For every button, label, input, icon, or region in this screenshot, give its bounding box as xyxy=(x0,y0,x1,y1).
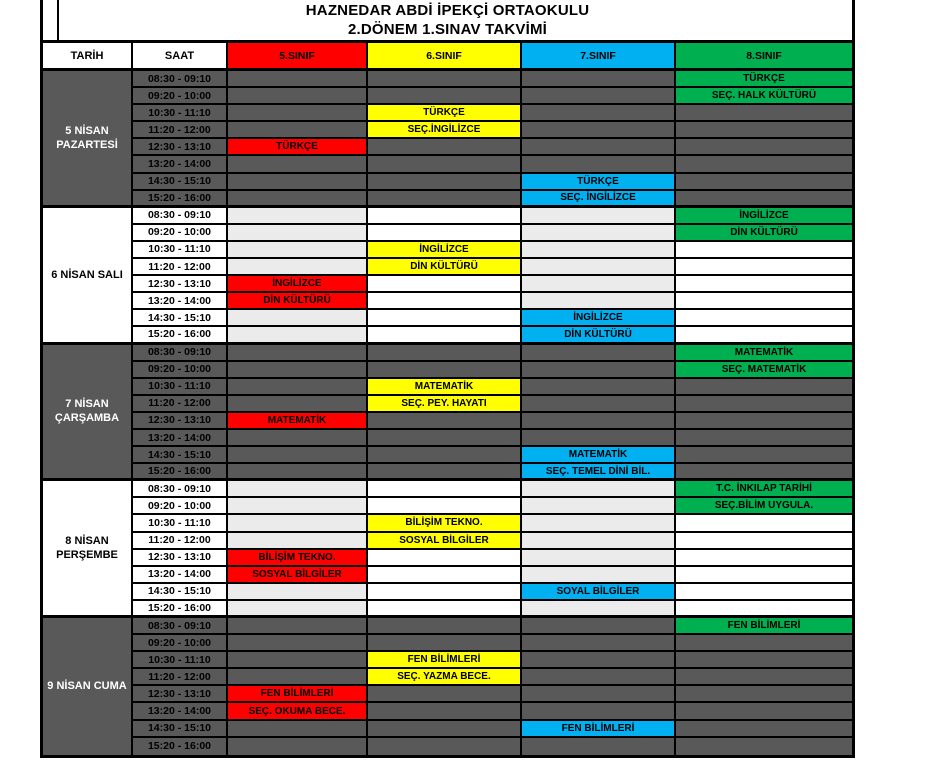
exam-cell: MATEMATİK xyxy=(676,345,852,362)
day-label-line: PAZARTESİ xyxy=(56,138,118,151)
time-slot: 14:30 - 15:10 xyxy=(133,721,228,738)
empty-cell xyxy=(228,174,368,191)
empty-cell xyxy=(368,327,522,344)
day-label-line: ÇARŞAMBA xyxy=(54,412,120,425)
exam-schedule-sheet xyxy=(40,0,855,758)
exam-cell: İNGİLİZCE xyxy=(228,276,368,293)
empty-cell xyxy=(676,242,852,259)
exam-cell: İNGİLİZCE xyxy=(676,208,852,225)
empty-cell xyxy=(368,464,522,481)
empty-cell xyxy=(228,156,368,173)
exam-cell: FEN BİLİMLERİ xyxy=(522,721,676,738)
empty-cell xyxy=(368,550,522,567)
schedule-grid xyxy=(40,40,855,758)
time-slot: 13:20 - 14:00 xyxy=(133,567,228,584)
time-slot: 08:30 - 09:10 xyxy=(133,481,228,498)
day-label xyxy=(43,208,133,345)
empty-cell xyxy=(522,686,676,703)
empty-cell xyxy=(522,652,676,669)
empty-cell xyxy=(522,276,676,293)
time-slot: 09:20 - 10:00 xyxy=(133,635,228,652)
day-label-line: 5 NİSAN xyxy=(65,124,109,137)
exam-cell: SEÇ. HALK KÜLTÜRÜ xyxy=(676,88,852,105)
empty-cell xyxy=(368,498,522,515)
exam-cell: T.C. İNKILAP TARİHİ xyxy=(676,481,852,498)
empty-cell xyxy=(522,105,676,122)
empty-cell xyxy=(522,550,676,567)
time-slot: 14:30 - 15:10 xyxy=(133,447,228,464)
day-label-line: 7 NİSAN xyxy=(65,398,109,411)
exam-cell: SOSYAL BİLGİLER xyxy=(228,567,368,584)
time-slot: 13:20 - 14:00 xyxy=(133,156,228,173)
empty-cell xyxy=(228,88,368,105)
day-label xyxy=(43,71,133,208)
exam-cell: BİLİŞİM TEKNO. xyxy=(368,515,522,532)
empty-cell xyxy=(676,327,852,344)
empty-cell xyxy=(368,310,522,327)
header-class-6sinif: 6.SINIF xyxy=(368,43,522,71)
empty-cell xyxy=(676,584,852,601)
time-slot: 15:20 - 16:00 xyxy=(133,464,228,481)
empty-cell xyxy=(676,447,852,464)
empty-cell xyxy=(368,703,522,720)
empty-cell xyxy=(228,191,368,208)
empty-cell xyxy=(228,310,368,327)
time-slot: 11:20 - 12:00 xyxy=(133,669,228,686)
empty-cell xyxy=(676,567,852,584)
empty-cell xyxy=(676,174,852,191)
exam-cell: FEN BİLİMLERİ xyxy=(228,686,368,703)
empty-cell xyxy=(368,88,522,105)
empty-cell xyxy=(228,584,368,601)
empty-cell xyxy=(228,242,368,259)
empty-cell xyxy=(228,601,368,618)
empty-cell xyxy=(522,430,676,447)
empty-cell xyxy=(228,635,368,652)
empty-cell xyxy=(228,738,368,755)
day-label-line: 8 NİSAN xyxy=(65,535,109,548)
empty-cell xyxy=(676,635,852,652)
day-label xyxy=(43,618,133,755)
empty-cell xyxy=(676,293,852,310)
empty-cell xyxy=(676,105,852,122)
day-label-line: 9 NİSAN CUMA xyxy=(47,680,127,693)
empty-cell xyxy=(522,122,676,139)
empty-cell xyxy=(676,721,852,738)
time-slot: 10:30 - 11:10 xyxy=(133,105,228,122)
empty-cell xyxy=(368,447,522,464)
empty-cell xyxy=(676,430,852,447)
empty-cell xyxy=(368,601,522,618)
exam-cell: SEÇ. YAZMA BECE. xyxy=(368,669,522,686)
day-label xyxy=(43,345,133,482)
exam-cell: FEN BİLİMLERİ xyxy=(368,652,522,669)
empty-cell xyxy=(676,669,852,686)
exam-cell: BİLİŞİM TEKNO. xyxy=(228,550,368,567)
time-slot: 08:30 - 09:10 xyxy=(133,345,228,362)
empty-cell xyxy=(522,498,676,515)
header-class-8sinif: 8.SINIF xyxy=(676,43,852,71)
empty-cell xyxy=(522,225,676,242)
empty-cell xyxy=(228,379,368,396)
empty-cell xyxy=(522,88,676,105)
empty-cell xyxy=(368,481,522,498)
empty-cell xyxy=(228,669,368,686)
empty-cell xyxy=(228,345,368,362)
empty-cell xyxy=(676,464,852,481)
empty-cell xyxy=(228,225,368,242)
empty-cell xyxy=(228,498,368,515)
empty-cell xyxy=(522,71,676,88)
time-slot: 08:30 - 09:10 xyxy=(133,618,228,635)
time-slot: 09:20 - 10:00 xyxy=(133,225,228,242)
empty-cell xyxy=(228,430,368,447)
time-slot: 12:30 - 13:10 xyxy=(133,413,228,430)
exam-cell: TÜRKÇE xyxy=(676,71,852,88)
empty-cell xyxy=(522,669,676,686)
time-slot: 12:30 - 13:10 xyxy=(133,686,228,703)
time-slot: 15:20 - 16:00 xyxy=(133,601,228,618)
title-block xyxy=(40,0,855,40)
empty-cell xyxy=(676,276,852,293)
header-class-7sinif: 7.SINIF xyxy=(522,43,676,71)
empty-cell xyxy=(676,652,852,669)
empty-cell xyxy=(228,396,368,413)
time-slot: 10:30 - 11:10 xyxy=(133,379,228,396)
header-date: TARİH xyxy=(43,43,133,71)
empty-cell xyxy=(676,122,852,139)
empty-cell xyxy=(522,703,676,720)
time-slot: 10:30 - 11:10 xyxy=(133,242,228,259)
empty-cell xyxy=(228,122,368,139)
empty-cell xyxy=(522,515,676,532)
empty-cell xyxy=(368,413,522,430)
exam-cell: TÜRKÇE xyxy=(522,174,676,191)
empty-cell xyxy=(676,379,852,396)
empty-cell xyxy=(676,550,852,567)
empty-cell xyxy=(368,686,522,703)
empty-cell xyxy=(228,618,368,635)
empty-cell xyxy=(228,721,368,738)
empty-cell xyxy=(368,584,522,601)
exam-cell: TÜRKÇE xyxy=(368,105,522,122)
school-name: HAZNEDAR ABDİ İPEKÇİ ORTAOKULU xyxy=(305,2,590,19)
exam-cell: İNGİLİZCE xyxy=(368,242,522,259)
time-slot: 13:20 - 14:00 xyxy=(133,293,228,310)
empty-cell xyxy=(522,738,676,755)
exam-cell: SEÇ. PEY. HAYATI xyxy=(368,396,522,413)
header-time: SAAT xyxy=(133,43,228,71)
empty-cell xyxy=(368,276,522,293)
title-left-divider xyxy=(57,0,59,40)
empty-cell xyxy=(522,345,676,362)
time-slot: 14:30 - 15:10 xyxy=(133,174,228,191)
empty-cell xyxy=(228,464,368,481)
time-slot: 15:20 - 16:00 xyxy=(133,327,228,344)
empty-cell xyxy=(228,259,368,276)
empty-cell xyxy=(522,567,676,584)
time-slot: 10:30 - 11:10 xyxy=(133,515,228,532)
exam-cell: SEÇ.İNGİLİZCE xyxy=(368,122,522,139)
empty-cell xyxy=(676,259,852,276)
empty-cell xyxy=(368,293,522,310)
time-slot: 15:20 - 16:00 xyxy=(133,738,228,755)
time-slot: 11:20 - 12:00 xyxy=(133,122,228,139)
empty-cell xyxy=(228,481,368,498)
time-slot: 11:20 - 12:00 xyxy=(133,259,228,276)
exam-cell: MATEMATİK xyxy=(522,447,676,464)
exam-cell: DİN KÜLTÜRÜ xyxy=(228,293,368,310)
empty-cell xyxy=(368,721,522,738)
empty-cell xyxy=(522,293,676,310)
empty-cell xyxy=(522,259,676,276)
empty-cell xyxy=(228,208,368,225)
empty-cell xyxy=(368,225,522,242)
empty-cell xyxy=(676,703,852,720)
time-slot: 09:20 - 10:00 xyxy=(133,88,228,105)
empty-cell xyxy=(368,208,522,225)
empty-cell xyxy=(228,447,368,464)
time-slot: 08:30 - 09:10 xyxy=(133,208,228,225)
header-class-5sinif: 5.SINIF xyxy=(228,43,368,71)
exam-cell: SOSYAL BİLGİLER xyxy=(368,533,522,550)
empty-cell xyxy=(522,396,676,413)
empty-cell xyxy=(368,156,522,173)
time-slot: 09:20 - 10:00 xyxy=(133,362,228,379)
schedule-title: 2.DÖNEM 1.SINAV TAKVİMİ xyxy=(347,21,548,38)
time-slot: 10:30 - 11:10 xyxy=(133,652,228,669)
time-slot: 12:30 - 13:10 xyxy=(133,276,228,293)
empty-cell xyxy=(368,139,522,156)
empty-cell xyxy=(522,618,676,635)
empty-cell xyxy=(676,533,852,550)
time-slot: 14:30 - 15:10 xyxy=(133,584,228,601)
empty-cell xyxy=(368,362,522,379)
exam-cell: DİN KÜLTÜRÜ xyxy=(676,225,852,242)
day-label xyxy=(43,481,133,618)
exam-cell: SEÇ. İNGİLİZCE xyxy=(522,191,676,208)
empty-cell xyxy=(676,191,852,208)
time-slot: 13:20 - 14:00 xyxy=(133,430,228,447)
empty-cell xyxy=(228,105,368,122)
empty-cell xyxy=(228,515,368,532)
empty-cell xyxy=(228,533,368,550)
exam-cell: İNGİLİZCE xyxy=(522,310,676,327)
exam-cell: MATEMATİK xyxy=(228,413,368,430)
empty-cell xyxy=(522,413,676,430)
empty-cell xyxy=(522,635,676,652)
time-slot: 13:20 - 14:00 xyxy=(133,703,228,720)
time-slot: 11:20 - 12:00 xyxy=(133,533,228,550)
exam-cell: FEN BİLİMLERİ xyxy=(676,618,852,635)
empty-cell xyxy=(522,156,676,173)
exam-cell: SEÇ. TEMEL DİNİ BİL. xyxy=(522,464,676,481)
empty-cell xyxy=(522,362,676,379)
exam-cell: MATEMATİK xyxy=(368,379,522,396)
empty-cell xyxy=(228,362,368,379)
time-slot: 11:20 - 12:00 xyxy=(133,396,228,413)
empty-cell xyxy=(228,327,368,344)
time-slot: 12:30 - 13:10 xyxy=(133,139,228,156)
empty-cell xyxy=(522,533,676,550)
empty-cell xyxy=(676,396,852,413)
exam-cell: SEÇ. OKUMA BECE. xyxy=(228,703,368,720)
day-label-line: PERŞEMBE xyxy=(56,549,118,562)
time-slot: 12:30 - 13:10 xyxy=(133,550,228,567)
empty-cell xyxy=(368,618,522,635)
empty-cell xyxy=(368,635,522,652)
exam-cell: TÜRKÇE xyxy=(228,139,368,156)
empty-cell xyxy=(676,686,852,703)
empty-cell xyxy=(368,191,522,208)
empty-cell xyxy=(368,430,522,447)
time-slot: 08:30 - 09:10 xyxy=(133,71,228,88)
exam-cell: SEÇ.BİLİM UYGULA. xyxy=(676,498,852,515)
empty-cell xyxy=(676,738,852,755)
day-label-line: 6 NİSAN SALI xyxy=(51,268,123,281)
empty-cell xyxy=(676,601,852,618)
empty-cell xyxy=(228,652,368,669)
exam-cell: SEÇ. MATEMATİK xyxy=(676,362,852,379)
empty-cell xyxy=(368,71,522,88)
empty-cell xyxy=(522,208,676,225)
exam-cell: DİN KÜLTÜRÜ xyxy=(368,259,522,276)
empty-cell xyxy=(522,139,676,156)
time-slot: 14:30 - 15:10 xyxy=(133,310,228,327)
empty-cell xyxy=(522,481,676,498)
empty-cell xyxy=(368,174,522,191)
exam-cell: SOYAL BİLGİLER xyxy=(522,584,676,601)
empty-cell xyxy=(522,601,676,618)
empty-cell xyxy=(228,71,368,88)
time-slot: 09:20 - 10:00 xyxy=(133,498,228,515)
empty-cell xyxy=(522,379,676,396)
exam-cell: DİN KÜLTÜRÜ xyxy=(522,327,676,344)
empty-cell xyxy=(522,242,676,259)
empty-cell xyxy=(676,139,852,156)
empty-cell xyxy=(368,567,522,584)
empty-cell xyxy=(676,413,852,430)
empty-cell xyxy=(676,515,852,532)
time-slot: 15:20 - 16:00 xyxy=(133,191,228,208)
empty-cell xyxy=(676,156,852,173)
empty-cell xyxy=(676,310,852,327)
empty-cell xyxy=(368,345,522,362)
empty-cell xyxy=(368,738,522,755)
